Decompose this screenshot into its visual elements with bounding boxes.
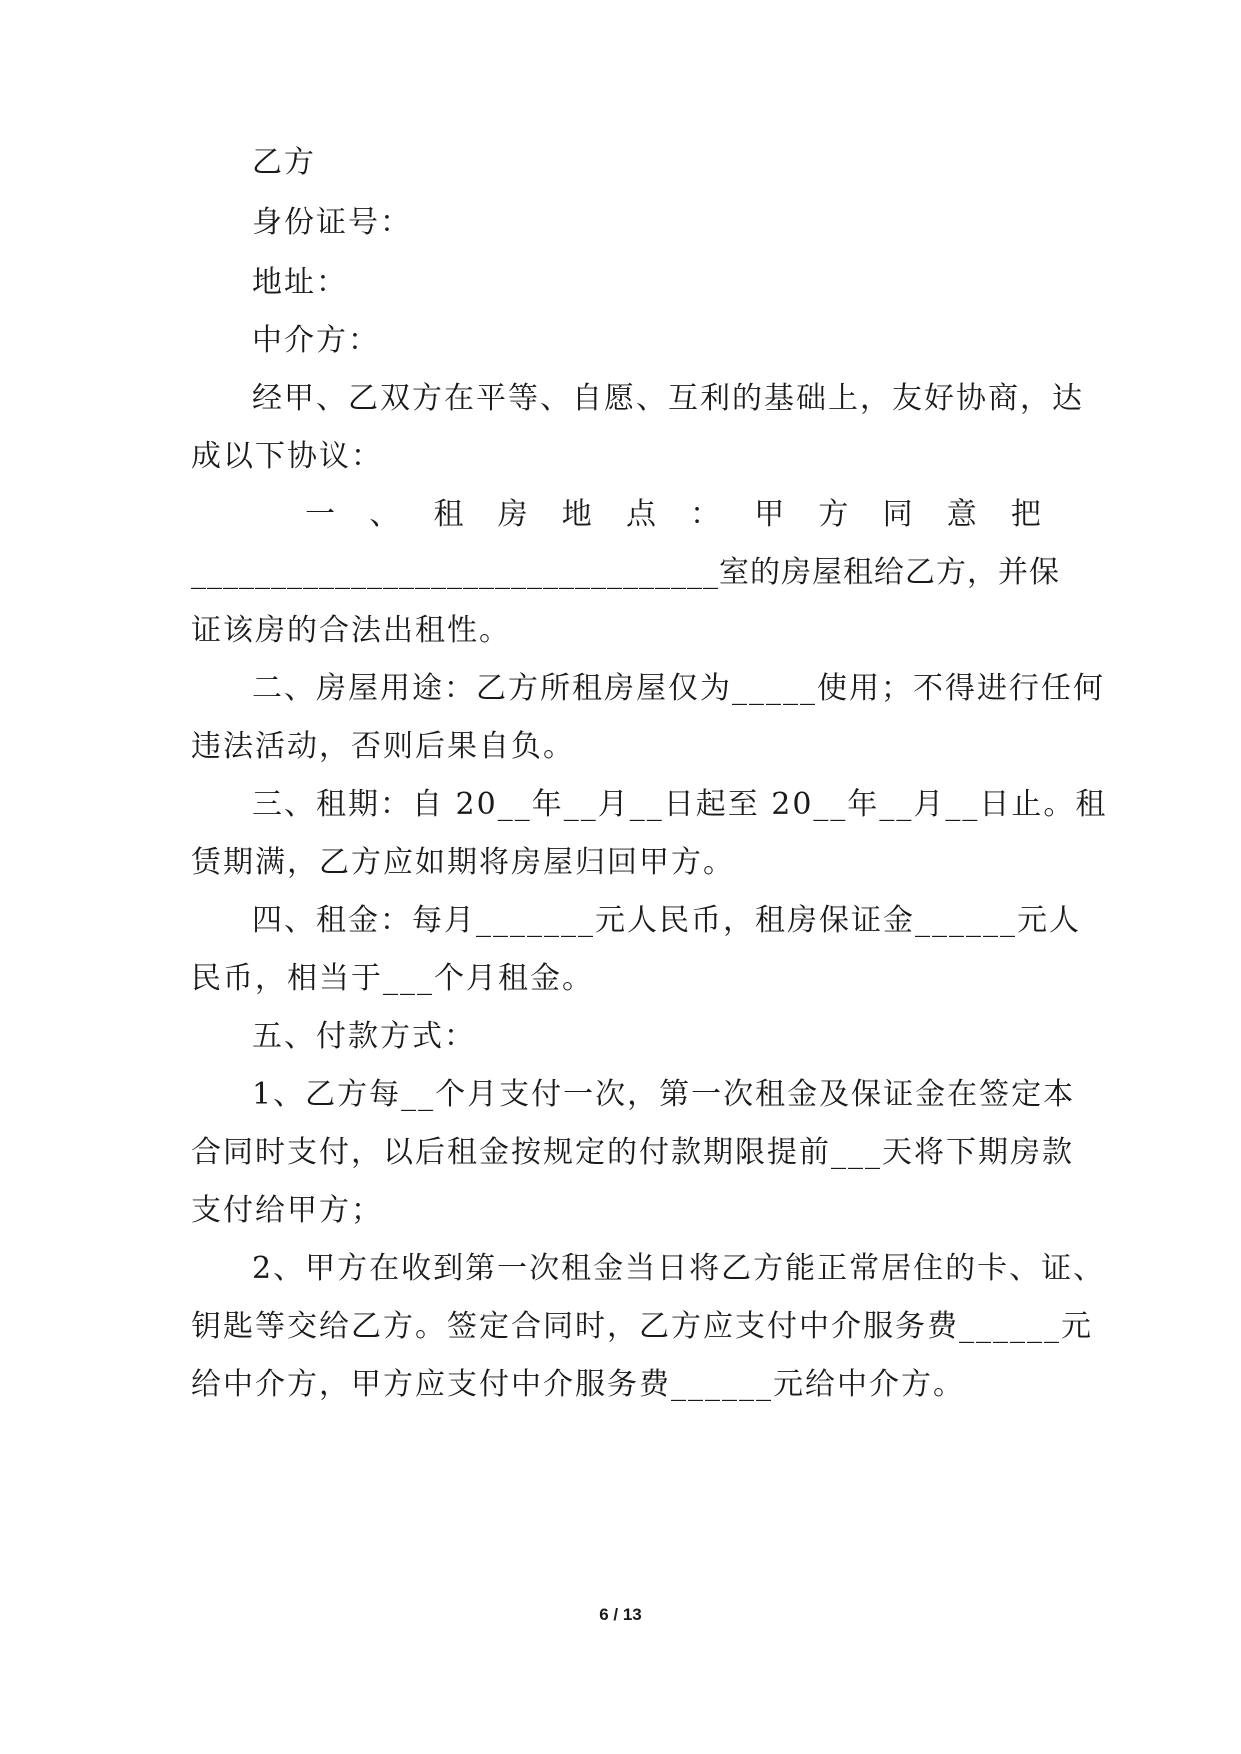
clause-5-item-2-line-2: 钥匙等交给乙方。签定合同时，乙方应支付中介服务费______元 [191, 1309, 1093, 1344]
clause-5-item-1-line-3: 支付给甲方； [191, 1193, 383, 1228]
clause-5-item-1-line-2: 合同时支付，以后租金按规定的付款期限提前___天将下期房款 [191, 1135, 1074, 1170]
clause-1-line-2: _________________________________室的房屋租给乙方，并保 [191, 555, 1060, 590]
clause-1-char: 、 [369, 497, 400, 532]
page-number: 6 / 13 [599, 1605, 642, 1624]
clause-1-char: 一 [305, 497, 336, 532]
clause-1-heading [191, 495, 1041, 535]
clause-1-char: ： [690, 497, 721, 532]
clause-1-char: 把 [1010, 497, 1041, 532]
clause-1-line-3: 证该房的合法出租性。 [191, 613, 511, 648]
id-number-label: 身份证号： [252, 205, 412, 240]
clause-4-line-2: 民币，相当于___个月租金。 [191, 961, 594, 996]
intro-paragraph-line-1: 经甲、乙双方在平等、自愿、互利的基础上，友好协商，达 [252, 381, 1084, 416]
address-label: 地址： [252, 265, 348, 300]
clause-2-line-2: 违法活动，否则后果自负。 [191, 729, 575, 764]
agency-label: 中介方： [252, 323, 380, 358]
party-b-label: 乙方 [252, 145, 316, 180]
clause-1-char: 点 [625, 497, 656, 532]
intro-paragraph-line-2: 成以下协议： [191, 439, 383, 474]
clause-1-char: 租 [433, 497, 464, 532]
clause-3-line-1: 三、租期：自 20__年__月__日起至 20__年__月__日止。租 [252, 787, 1108, 822]
clause-1-char: 方 [818, 497, 849, 532]
clause-1-char: 甲 [754, 497, 785, 532]
clause-1-char: 房 [497, 497, 528, 532]
clause-1-char: 同 [882, 497, 913, 532]
clause-4-line-1: 四、租金：每月_______元人民币，租房保证金______元人 [252, 903, 1081, 938]
clause-5-item-2-line-3: 给中介方，甲方应支付中介服务费______元给中介方。 [191, 1367, 965, 1402]
clause-5-item-2-line-1: 2、甲方在收到第一次租金当日将乙方能正常居住的卡、证、 [252, 1251, 1106, 1286]
clause-1-char: 地 [561, 497, 592, 532]
clause-5-item-1-line-1: 1、乙方每__个月支付一次，第一次租金及保证金在签定本 [252, 1077, 1076, 1112]
clause-2-line-1: 二、房屋用途：乙方所租房屋仅为_____使用；不得进行任何 [252, 671, 1105, 706]
clause-1-char: 意 [946, 497, 977, 532]
clause-5-heading: 五、付款方式： [252, 1019, 476, 1054]
clause-3-line-2: 赁期满，乙方应如期将房屋归回甲方。 [191, 845, 735, 880]
clause-1-indent [191, 495, 271, 535]
